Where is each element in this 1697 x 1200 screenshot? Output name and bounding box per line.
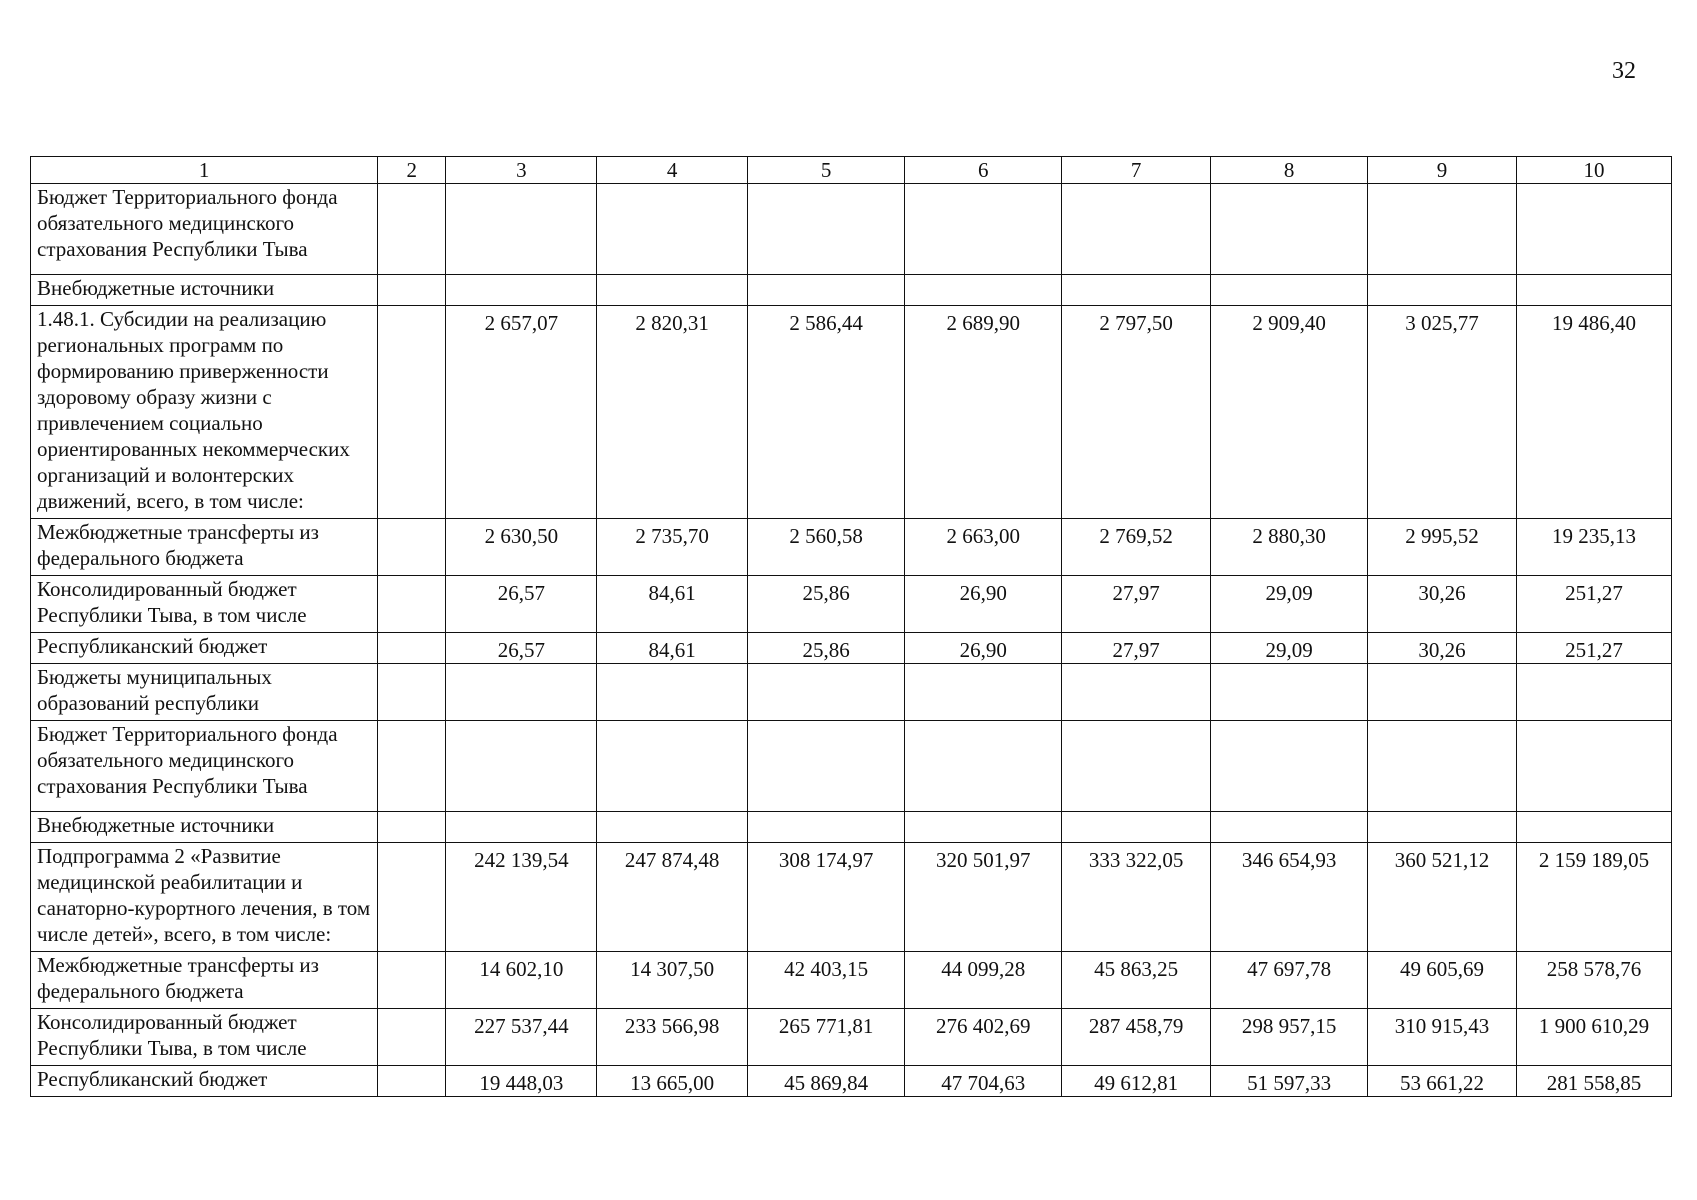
table-cell: 47 697,78 xyxy=(1211,952,1368,1009)
table-cell xyxy=(446,184,597,275)
table-row xyxy=(31,664,1672,721)
table-cell: 29,09 xyxy=(1211,576,1368,633)
table-cell xyxy=(597,184,748,275)
column-header: 2 xyxy=(378,157,446,184)
row-label: Бюджет Территориального фонда обязательного медицинского страхования Республики Тыва xyxy=(31,721,378,812)
table-cell: 1 900 610,29 xyxy=(1516,1009,1671,1066)
column-header: 8 xyxy=(1211,157,1368,184)
table-cell: 242 139,54 xyxy=(446,843,597,952)
table-cell xyxy=(1368,275,1517,306)
table-cell: 2 769,52 xyxy=(1062,519,1211,576)
table-cell: 29,09 xyxy=(1211,633,1368,664)
table-cell: 333 322,05 xyxy=(1062,843,1211,952)
table-cell: 265 771,81 xyxy=(748,1009,905,1066)
column-header: 5 xyxy=(748,157,905,184)
table-cell xyxy=(1211,184,1368,275)
table-cell xyxy=(1211,664,1368,721)
table-cell: 45 869,84 xyxy=(748,1066,905,1097)
table-cell: 310 915,43 xyxy=(1368,1009,1517,1066)
table-row xyxy=(31,812,1672,843)
table-cell: 53 661,22 xyxy=(1368,1066,1517,1097)
table-cell: 2 560,58 xyxy=(748,519,905,576)
table-row xyxy=(31,633,1672,664)
table-cell: 84,61 xyxy=(597,576,748,633)
row-label: Республиканский бюджет xyxy=(31,633,378,664)
table-cell xyxy=(748,812,905,843)
table-row xyxy=(31,843,1672,952)
table-header-row xyxy=(31,157,1672,184)
table-cell: 320 501,97 xyxy=(905,843,1062,952)
table-cell xyxy=(378,1066,446,1097)
table-cell: 84,61 xyxy=(597,633,748,664)
row-label: Республиканский бюджет xyxy=(31,1066,378,1097)
table-cell xyxy=(378,576,446,633)
table-cell xyxy=(1368,721,1517,812)
table-cell: 281 558,85 xyxy=(1516,1066,1671,1097)
table-cell: 49 605,69 xyxy=(1368,952,1517,1009)
table-cell xyxy=(446,664,597,721)
table-row xyxy=(31,519,1672,576)
table-cell: 26,57 xyxy=(446,633,597,664)
table-cell: 27,97 xyxy=(1062,633,1211,664)
table-cell xyxy=(378,721,446,812)
table-cell: 13 665,00 xyxy=(597,1066,748,1097)
row-label: Межбюджетные трансферты из федерального бюджета xyxy=(31,952,378,1009)
table-cell: 308 174,97 xyxy=(748,843,905,952)
table-cell: 19 448,03 xyxy=(446,1066,597,1097)
table-cell xyxy=(1211,721,1368,812)
table-cell xyxy=(378,843,446,952)
table-cell xyxy=(1062,184,1211,275)
row-label: Бюджеты муниципальных образований республики xyxy=(31,664,378,721)
table-cell xyxy=(1211,275,1368,306)
table-cell: 2 820,31 xyxy=(597,306,748,519)
table-cell xyxy=(1516,721,1671,812)
table-cell: 298 957,15 xyxy=(1211,1009,1368,1066)
table-cell: 2 586,44 xyxy=(748,306,905,519)
table-cell: 2 630,50 xyxy=(446,519,597,576)
table-cell: 19 486,40 xyxy=(1516,306,1671,519)
table-cell xyxy=(378,1009,446,1066)
table-cell: 2 797,50 xyxy=(1062,306,1211,519)
table-cell: 227 537,44 xyxy=(446,1009,597,1066)
table-cell xyxy=(905,275,1062,306)
table-cell: 30,26 xyxy=(1368,576,1517,633)
column-header: 6 xyxy=(905,157,1062,184)
table-cell xyxy=(748,184,905,275)
table-cell xyxy=(1062,664,1211,721)
table-cell: 2 909,40 xyxy=(1211,306,1368,519)
table-cell xyxy=(1516,275,1671,306)
table-cell: 45 863,25 xyxy=(1062,952,1211,1009)
row-label: Консолидированный бюджет Республики Тыва, в том числе xyxy=(31,576,378,633)
table-cell: 2 657,07 xyxy=(446,306,597,519)
column-header: 3 xyxy=(446,157,597,184)
row-label: Внебюджетные источники xyxy=(31,275,378,306)
table-cell: 251,27 xyxy=(1516,576,1671,633)
table-cell: 360 521,12 xyxy=(1368,843,1517,952)
table-cell xyxy=(1062,721,1211,812)
table-cell: 25,86 xyxy=(748,633,905,664)
table-row xyxy=(31,1009,1672,1066)
table-cell xyxy=(1062,812,1211,843)
row-label: Внебюджетные источники xyxy=(31,812,378,843)
table-cell: 258 578,76 xyxy=(1516,952,1671,1009)
table-cell: 30,26 xyxy=(1368,633,1517,664)
table-cell xyxy=(1516,812,1671,843)
table-cell xyxy=(905,664,1062,721)
table-cell xyxy=(378,633,446,664)
table-cell xyxy=(748,664,905,721)
table-row xyxy=(31,721,1672,812)
table-row xyxy=(31,306,1672,519)
table-cell: 19 235,13 xyxy=(1516,519,1671,576)
table-cell: 49 612,81 xyxy=(1062,1066,1211,1097)
table-cell xyxy=(905,812,1062,843)
row-label: Подпрограмма 2 «Развитие медицинской реабилитации и санаторно-курортного лечения, в том числе детей», всего, в том числе: xyxy=(31,843,378,952)
table-cell: 2 159 189,05 xyxy=(1516,843,1671,952)
table-cell: 276 402,69 xyxy=(905,1009,1062,1066)
column-header: 10 xyxy=(1516,157,1671,184)
table-cell: 26,57 xyxy=(446,576,597,633)
row-label: Консолидированный бюджет Республики Тыва, в том числе xyxy=(31,1009,378,1066)
budget-table xyxy=(30,156,1672,1097)
row-label: 1.48.1. Субсидии на реализацию региональных программ по формированию приверженности здоровому образу жизни с привлечением социально ориентированных некоммерческих организаций и волонтерских движений, всего, в том числе: xyxy=(31,306,378,519)
table-cell: 346 654,93 xyxy=(1211,843,1368,952)
table-cell: 2 689,90 xyxy=(905,306,1062,519)
table-cell: 2 880,30 xyxy=(1211,519,1368,576)
table-row xyxy=(31,184,1672,275)
table-cell: 25,86 xyxy=(748,576,905,633)
table-cell xyxy=(597,275,748,306)
table-cell: 251,27 xyxy=(1516,633,1671,664)
table-cell xyxy=(1368,184,1517,275)
table-cell xyxy=(1368,812,1517,843)
page-number: 32 xyxy=(1612,58,1636,84)
table-cell xyxy=(1516,664,1671,721)
table-cell: 14 307,50 xyxy=(597,952,748,1009)
table-cell: 44 099,28 xyxy=(905,952,1062,1009)
table-cell: 26,90 xyxy=(905,633,1062,664)
table-cell: 42 403,15 xyxy=(748,952,905,1009)
table-cell xyxy=(748,721,905,812)
table-cell xyxy=(597,812,748,843)
table-cell: 3 025,77 xyxy=(1368,306,1517,519)
table-cell xyxy=(446,721,597,812)
table-cell: 26,90 xyxy=(905,576,1062,633)
column-header: 9 xyxy=(1368,157,1517,184)
table-cell xyxy=(378,184,446,275)
table-cell: 233 566,98 xyxy=(597,1009,748,1066)
table-cell xyxy=(378,664,446,721)
table-cell xyxy=(597,664,748,721)
table-cell: 27,97 xyxy=(1062,576,1211,633)
row-label: Межбюджетные трансферты из федерального бюджета xyxy=(31,519,378,576)
table-cell: 51 597,33 xyxy=(1211,1066,1368,1097)
table-cell: 2 735,70 xyxy=(597,519,748,576)
column-header: 1 xyxy=(31,157,378,184)
table-cell: 2 995,52 xyxy=(1368,519,1517,576)
column-header: 4 xyxy=(597,157,748,184)
table-cell xyxy=(1368,664,1517,721)
table-cell xyxy=(748,275,905,306)
row-label: Бюджет Территориального фонда обязательного медицинского страхования Республики Тыва xyxy=(31,184,378,275)
table-cell xyxy=(905,184,1062,275)
table-row xyxy=(31,1066,1672,1097)
table-cell: 2 663,00 xyxy=(905,519,1062,576)
column-header: 7 xyxy=(1062,157,1211,184)
table-cell xyxy=(1211,812,1368,843)
table-cell xyxy=(446,812,597,843)
table-cell xyxy=(378,306,446,519)
table-cell xyxy=(905,721,1062,812)
table-cell: 14 602,10 xyxy=(446,952,597,1009)
table-cell xyxy=(1062,275,1211,306)
table-cell xyxy=(1516,184,1671,275)
table-cell xyxy=(378,812,446,843)
table-cell xyxy=(378,952,446,1009)
table-cell: 247 874,48 xyxy=(597,843,748,952)
table-cell xyxy=(597,721,748,812)
table-cell xyxy=(378,519,446,576)
table-cell xyxy=(446,275,597,306)
table-row xyxy=(31,275,1672,306)
table-cell xyxy=(378,275,446,306)
table-row xyxy=(31,952,1672,1009)
table-cell: 47 704,63 xyxy=(905,1066,1062,1097)
table-cell: 287 458,79 xyxy=(1062,1009,1211,1066)
table-row xyxy=(31,576,1672,633)
